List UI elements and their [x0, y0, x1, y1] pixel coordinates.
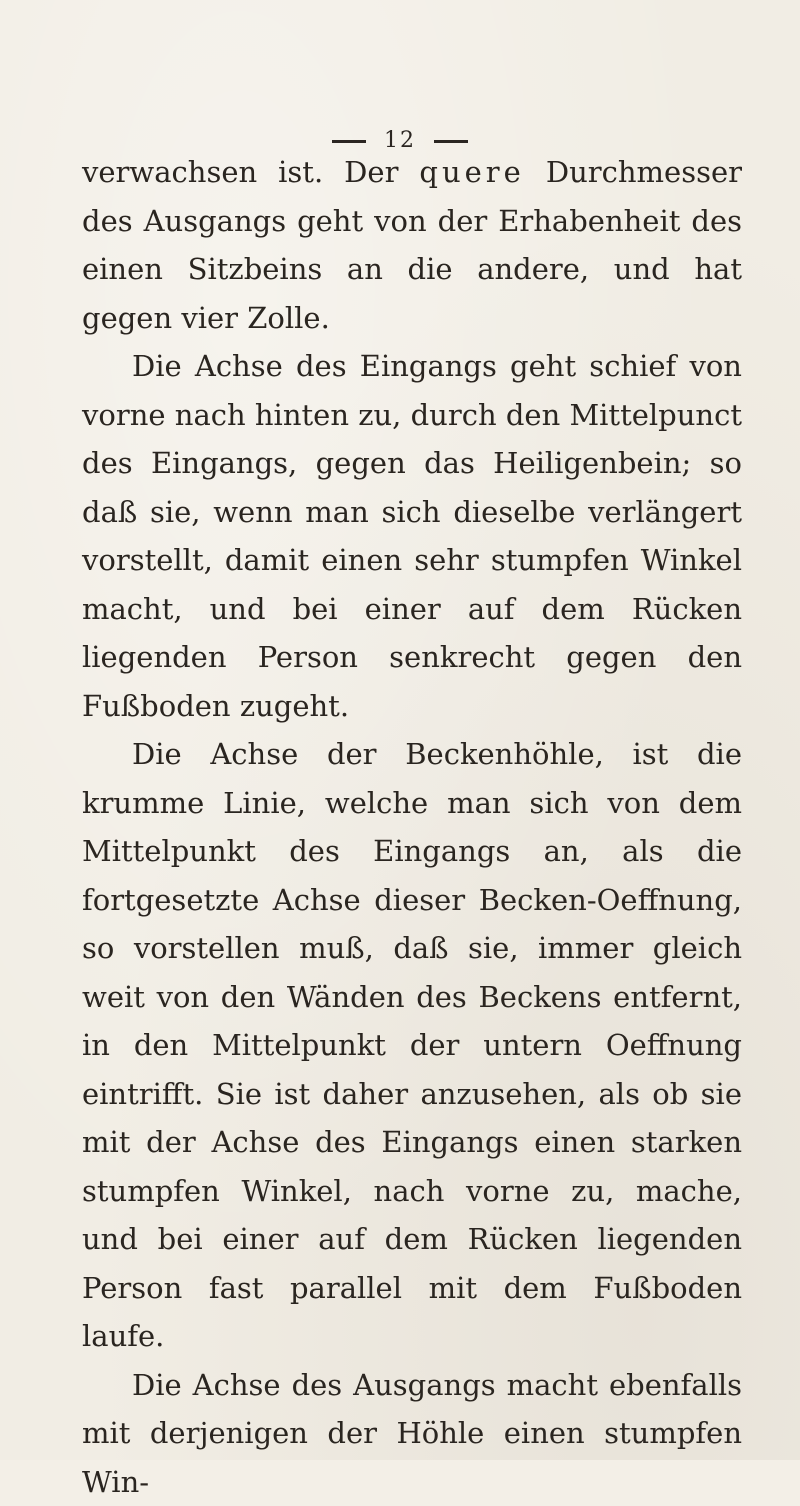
header-dash-left — [332, 140, 366, 143]
page-body — [82, 148, 742, 1506]
paragraph-3: Die Achse der Beckenhöhle, ist die krumme Linie, welche man sich von dem Mittelpunkt des Eingangs an, als die fortgesetzte Achse dieser Becken-Oeffnung, so vorstellen muß, daß sie, immer gleich weit von den Wänden des Beckens entfernt, in den Mittelpunkt der untern Oeffnung eintrifft. Sie ist daher anzusehen, als ob sie mit der Achse des Eingangs einen starken stumpfen Winkel, nach vorne zu, mache, und bei einer auf dem Rücken liegenden Person fast parallel mit dem Fußboden laufe. — [82, 730, 742, 1361]
page-number: 12 — [384, 128, 416, 153]
paragraph-4: Die Achse des Ausgangs macht ebenfalls mit derjenigen der Höhle einen stumpfen Win- — [82, 1361, 742, 1506]
emphasized-word: quere — [419, 155, 524, 189]
paragraph-1: verwachsen ist. Der quere Durchmesser des Ausgangs geht von der Erhabenheit des einen Sitzbeins an die andere, und hat gegen vier Zolle. — [82, 148, 742, 342]
paragraph-2: Die Achse des Eingangs geht schief von vorne nach hinten zu, durch den Mittelpunct des Eingangs, gegen das Heiligenbein; so daß sie, wenn man sich dieselbe verlängert vorstellt, damit einen sehr stumpfen Winkel macht, und bei einer auf dem Rücken liegenden Person senkrecht gegen den Fußboden zugeht. — [82, 342, 742, 730]
header-dash-right — [434, 140, 468, 143]
